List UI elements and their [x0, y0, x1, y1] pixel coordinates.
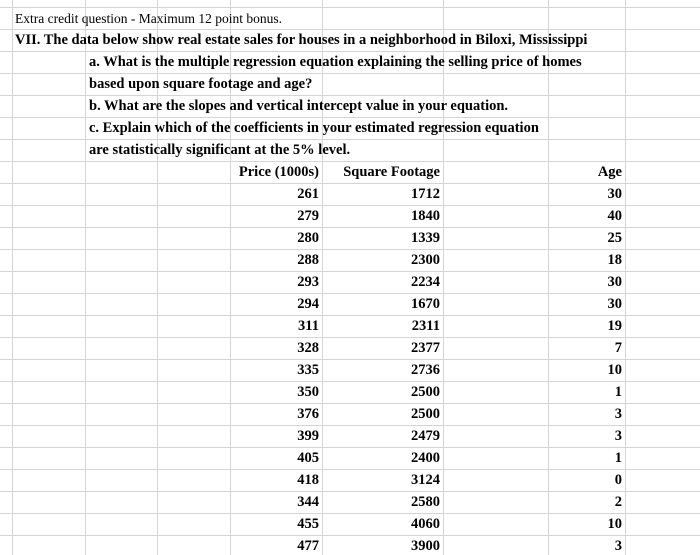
price-cell: 399 — [297, 428, 319, 444]
price-cell: 455 — [297, 516, 319, 532]
question-a-continued: based upon square footage and age? — [89, 76, 313, 92]
square-footage-cell: 2377 — [411, 340, 440, 356]
table-row — [0, 513, 700, 535]
price-cell: 311 — [298, 318, 319, 334]
table-row — [0, 491, 700, 513]
age-cell: 3 — [614, 538, 622, 554]
question-c: c. Explain which of the coefficients in your estimated regression equation — [89, 120, 539, 136]
price-cell: 293 — [297, 274, 319, 290]
table-row — [0, 249, 700, 271]
price-cell: 279 — [297, 208, 319, 224]
question-row — [0, 117, 700, 139]
price-cell: 335 — [297, 362, 319, 378]
square-footage-cell: 4060 — [411, 516, 440, 532]
table-row — [0, 337, 700, 359]
price-cell: 405 — [297, 450, 319, 466]
table-header-row — [0, 161, 700, 183]
table-row — [0, 447, 700, 469]
square-footage-cell: 1712 — [411, 186, 440, 202]
table-row — [0, 183, 700, 205]
square-footage-cell: 2580 — [411, 494, 440, 510]
age-cell: 1 — [614, 384, 622, 400]
price-cell: 288 — [297, 252, 319, 268]
price-cell: 328 — [297, 340, 319, 356]
price-cell: 261 — [297, 186, 319, 202]
square-footage-cell: 2479 — [411, 428, 440, 444]
table-row — [0, 359, 700, 381]
question-a: a. What is the multiple regression equation explaining the selling price of homes — [89, 54, 582, 70]
age-cell: 30 — [607, 296, 622, 312]
table-row — [0, 315, 700, 337]
square-footage-cell: 2736 — [411, 362, 440, 378]
age-cell: 1 — [614, 450, 622, 466]
table-row — [0, 227, 700, 249]
price-cell: 350 — [297, 384, 319, 400]
table-row — [0, 535, 700, 555]
price-cell: 418 — [297, 472, 319, 488]
square-footage-cell: 2300 — [411, 252, 440, 268]
age-cell: 0 — [614, 472, 622, 488]
age-cell: 10 — [607, 516, 622, 532]
age-cell: 30 — [607, 186, 622, 202]
header-row — [0, 7, 700, 29]
table-row — [0, 403, 700, 425]
table-row — [0, 469, 700, 491]
square-footage-cell: 3124 — [411, 472, 440, 488]
table-row — [0, 205, 700, 227]
question-row — [0, 51, 700, 73]
age-cell: 3 — [614, 428, 622, 444]
price-cell: 344 — [297, 494, 319, 510]
table-row — [0, 293, 700, 315]
age-cell: 2 — [614, 494, 622, 510]
header-row — [0, 29, 700, 51]
header-title: Extra credit question - Maximum 12 point bonus. — [15, 11, 282, 26]
square-footage-cell: 2500 — [411, 406, 440, 422]
square-footage-cell: 1339 — [411, 230, 440, 246]
age-cell: 40 — [607, 208, 622, 224]
square-footage-cell: 3900 — [411, 538, 440, 554]
table-row — [0, 425, 700, 447]
age-cell: 10 — [607, 362, 622, 378]
price-cell: 280 — [297, 230, 319, 246]
age-cell: 18 — [607, 252, 622, 268]
square-footage-cell: 2400 — [411, 450, 440, 466]
age-cell: 19 — [607, 318, 622, 334]
problem-statement: VII. The data below show real estate sales for houses in a neighborhood in Biloxi, Mississippi — [15, 32, 588, 48]
square-footage-cell: 2500 — [411, 384, 440, 400]
question-row — [0, 139, 700, 161]
age-cell: 3 — [614, 406, 622, 422]
question-row — [0, 73, 700, 95]
question-b: b. What are the slopes and vertical intercept value in your equation. — [89, 98, 509, 114]
question-c-continued: are statistically significant at the 5% level. — [89, 142, 351, 158]
square-footage-cell: 2234 — [411, 274, 440, 290]
column-header-square-footage: Square Footage — [343, 164, 440, 180]
question-row — [0, 95, 700, 117]
table-row — [0, 271, 700, 293]
age-cell: 30 — [607, 274, 622, 290]
square-footage-cell: 1840 — [411, 208, 440, 224]
column-header-age: Age — [597, 164, 622, 180]
column-header-price: Price (1000s) — [238, 164, 319, 180]
price-cell: 477 — [297, 538, 319, 554]
price-cell: 376 — [297, 406, 319, 422]
age-cell: 25 — [607, 230, 622, 246]
square-footage-cell: 1670 — [411, 296, 440, 312]
square-footage-cell: 2311 — [411, 318, 440, 334]
table-row — [0, 381, 700, 403]
age-cell: 7 — [614, 340, 622, 356]
price-cell: 294 — [297, 296, 319, 312]
